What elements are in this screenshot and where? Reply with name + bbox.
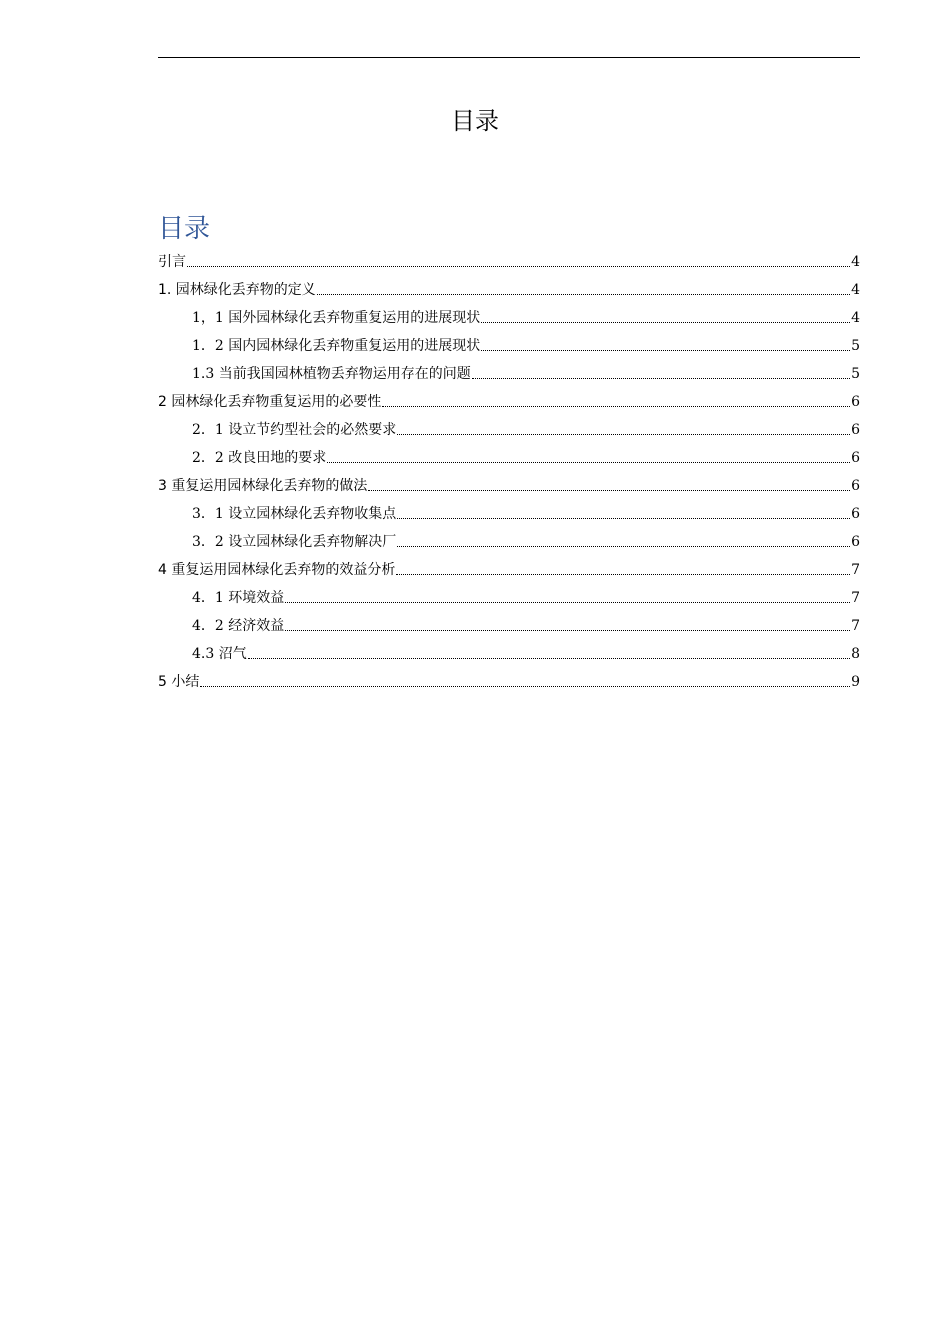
toc-leader bbox=[481, 350, 850, 351]
toc-entry[interactable] bbox=[158, 663, 860, 691]
toc-entry-page: 6 bbox=[851, 394, 860, 410]
header-rule bbox=[158, 57, 860, 58]
toc-leader bbox=[327, 462, 850, 463]
toc-entry-page: 4 bbox=[851, 310, 860, 326]
toc-entry[interactable] bbox=[158, 635, 860, 663]
toc-entry[interactable] bbox=[158, 579, 860, 607]
toc-entry[interactable] bbox=[158, 551, 860, 579]
toc-entry-page: 8 bbox=[851, 646, 860, 662]
toc-heading: 目录 bbox=[158, 214, 211, 244]
toc-leader bbox=[472, 378, 850, 379]
toc-entry-title: 4.3 沼气 bbox=[192, 646, 247, 662]
toc-leader bbox=[397, 434, 850, 435]
toc-entry-page: 4 bbox=[851, 282, 860, 298]
toc-entry-page: 9 bbox=[851, 674, 860, 690]
toc-entry[interactable] bbox=[158, 299, 860, 327]
toc-entry-page: 6 bbox=[851, 478, 860, 494]
toc-entry[interactable] bbox=[158, 355, 860, 383]
toc-leader bbox=[368, 490, 850, 491]
toc-entry-page: 7 bbox=[851, 562, 860, 578]
toc-entry-title: 1，1 国外园林绿化丢弃物重复运用的进展现状 bbox=[192, 310, 481, 326]
toc-entry-title: 4 重复运用园林绿化丢弃物的效益分析 bbox=[158, 562, 396, 578]
toc-leader bbox=[248, 658, 850, 659]
toc-entry-title: 1. 园林绿化丢弃物的定义 bbox=[158, 282, 316, 298]
toc-entry-title: 4．2 经济效益 bbox=[192, 618, 285, 634]
toc-entry-title: 2．2 改良田地的要求 bbox=[192, 450, 327, 466]
toc-entry[interactable] bbox=[158, 439, 860, 467]
toc-leader bbox=[317, 294, 850, 295]
toc-entry-page: 6 bbox=[851, 422, 860, 438]
toc-entry-page: 6 bbox=[851, 506, 860, 522]
toc-entry[interactable] bbox=[158, 327, 860, 355]
toc-leader bbox=[396, 574, 850, 575]
toc-entry[interactable] bbox=[158, 271, 860, 299]
toc-leader bbox=[382, 406, 850, 407]
table-of-contents bbox=[158, 243, 860, 691]
toc-entry-title: 1.3 当前我国园林植物丢弃物运用存在的问题 bbox=[192, 366, 471, 382]
toc-entry-page: 7 bbox=[851, 590, 860, 606]
toc-leader bbox=[397, 518, 850, 519]
toc-entry-title: 引言 bbox=[158, 254, 186, 270]
toc-entry-page: 5 bbox=[851, 338, 860, 354]
toc-entry-title: 3 重复运用园林绿化丢弃物的做法 bbox=[158, 478, 368, 494]
toc-entry[interactable] bbox=[158, 523, 860, 551]
toc-entry[interactable] bbox=[158, 411, 860, 439]
toc-entry-title: 2．1 设立节约型社会的必然要求 bbox=[192, 422, 397, 438]
toc-entry-title: 5 小结 bbox=[158, 674, 200, 690]
toc-entry-title: 1．2 国内园林绿化丢弃物重复运用的进展现状 bbox=[192, 338, 481, 354]
toc-entry[interactable] bbox=[158, 495, 860, 523]
toc-entry[interactable] bbox=[158, 243, 860, 271]
toc-entry-page: 4 bbox=[851, 254, 860, 270]
toc-leader bbox=[285, 630, 850, 631]
toc-entry-page: 6 bbox=[851, 450, 860, 466]
toc-entry[interactable] bbox=[158, 607, 860, 635]
toc-leader bbox=[481, 322, 850, 323]
toc-entry-title: 3．2 设立园林绿化丢弃物解决厂 bbox=[192, 534, 397, 550]
toc-entry-page: 6 bbox=[851, 534, 860, 550]
toc-entry[interactable] bbox=[158, 467, 860, 495]
toc-leader bbox=[397, 546, 850, 547]
toc-entry-title: 4．1 环境效益 bbox=[192, 590, 285, 606]
toc-entry-title: 3．1 设立园林绿化丢弃物收集点 bbox=[192, 506, 397, 522]
toc-entry-title: 2 园林绿化丢弃物重复运用的必要性 bbox=[158, 394, 382, 410]
toc-entry-page: 7 bbox=[851, 618, 860, 634]
toc-entry[interactable] bbox=[158, 383, 860, 411]
toc-leader bbox=[200, 686, 850, 687]
toc-entry-page: 5 bbox=[851, 366, 860, 382]
page-title: 目录 bbox=[451, 107, 499, 135]
toc-leader bbox=[285, 602, 850, 603]
toc-leader bbox=[187, 266, 850, 267]
